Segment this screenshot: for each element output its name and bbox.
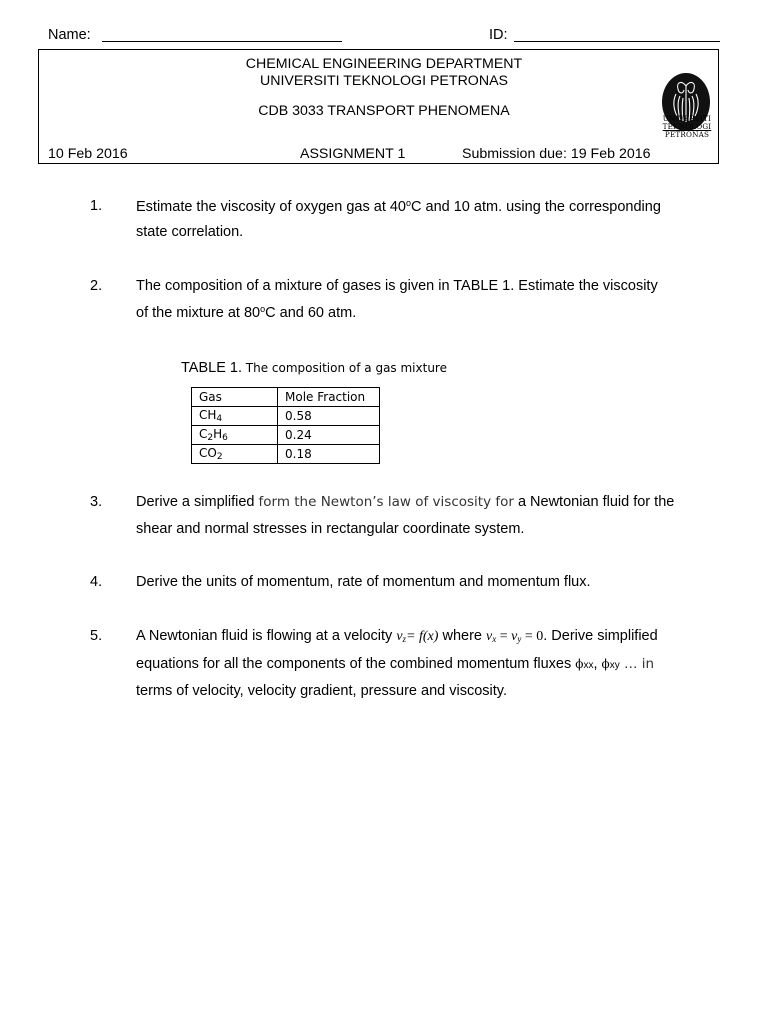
table-header-row bbox=[192, 388, 380, 407]
question-5-number: 5. bbox=[90, 628, 103, 644]
question-2-line-1: The composition of a mixture of gases is given in TABLE 1. Estimate the viscosity bbox=[136, 278, 658, 294]
name-label: Name: bbox=[48, 27, 91, 43]
question-3-line-1: Derive a simplified form the Newton’s law of viscosity for a Newtonian fluid for the bbox=[136, 494, 675, 510]
question-2-number: 2. bbox=[90, 278, 103, 294]
table-header-mole-fraction: Mole Fraction bbox=[278, 388, 380, 407]
question-1-line-1: Estimate the viscosity of oxygen gas at 40$^o$C and 10 atm. using the corresponding bbox=[136, 198, 661, 215]
question-5-line-3: terms of velocity, velocity gradient, pressure and viscosity. bbox=[136, 683, 507, 699]
gas-cell: $CH_4$ bbox=[192, 407, 278, 426]
header-box bbox=[38, 49, 719, 164]
assignment-title: ASSIGNMENT 1 bbox=[300, 146, 406, 162]
id-label: ID: bbox=[489, 27, 508, 43]
question-2-line-2: of the mixture at 80$^o$C and 60 atm. bbox=[136, 304, 357, 321]
logo-word-3: PETRONAS bbox=[664, 130, 710, 139]
gas-mixture-table bbox=[191, 387, 380, 464]
name-field[interactable] bbox=[102, 41, 342, 42]
table-row bbox=[192, 407, 380, 426]
department-title: CHEMICAL ENGINEERING DEPARTMENT bbox=[245, 56, 523, 72]
question-1-line-2: state correlation. bbox=[136, 224, 244, 240]
question-3-line-2: shear and normal stresses in rectangular coordinate system. bbox=[136, 521, 525, 537]
table-row bbox=[192, 426, 380, 445]
course-title: CDB 3033 TRANSPORT PHENOMENA bbox=[258, 103, 510, 119]
question-4-number: 4. bbox=[90, 574, 103, 590]
fraction-cell: 0.24 bbox=[278, 426, 380, 445]
table-caption: TABLE 1. The composition of a gas mixture bbox=[181, 360, 447, 376]
question-5-line-1: A Newtonian fluid is flowing at a velocity $v_z= f(x)$ where $v_x = v_y = 0$. Derive simplified bbox=[136, 628, 658, 644]
logo-word-2: TEKNOLOGI bbox=[662, 122, 712, 131]
university-title: UNIVERSITI TEKNOLOGI PETRONAS bbox=[259, 73, 509, 89]
fraction-cell: 0.18 bbox=[278, 445, 380, 464]
question-5-line-2: equations for all the components of the combined momentum fluxes ϕxx, ϕxy … in bbox=[136, 656, 655, 672]
question-4-line-1: Derive the units of momentum, rate of momentum and momentum flux. bbox=[136, 574, 591, 590]
issue-date: 10 Feb 2016 bbox=[48, 146, 128, 162]
gas-cell: $CO_2$ bbox=[192, 445, 278, 464]
id-field[interactable] bbox=[514, 41, 720, 42]
question-1-number: 1. bbox=[90, 198, 103, 214]
logo-word-1: UNIVERSITI bbox=[662, 114, 712, 123]
fraction-cell: 0.58 bbox=[278, 407, 380, 426]
gas-cell: $C_2H_6$ bbox=[192, 426, 278, 445]
submission-due: Submission due: 19 Feb 2016 bbox=[462, 146, 651, 162]
table-row bbox=[192, 445, 380, 464]
question-3-number: 3. bbox=[90, 494, 103, 510]
table-header-gas: Gas bbox=[192, 388, 278, 407]
